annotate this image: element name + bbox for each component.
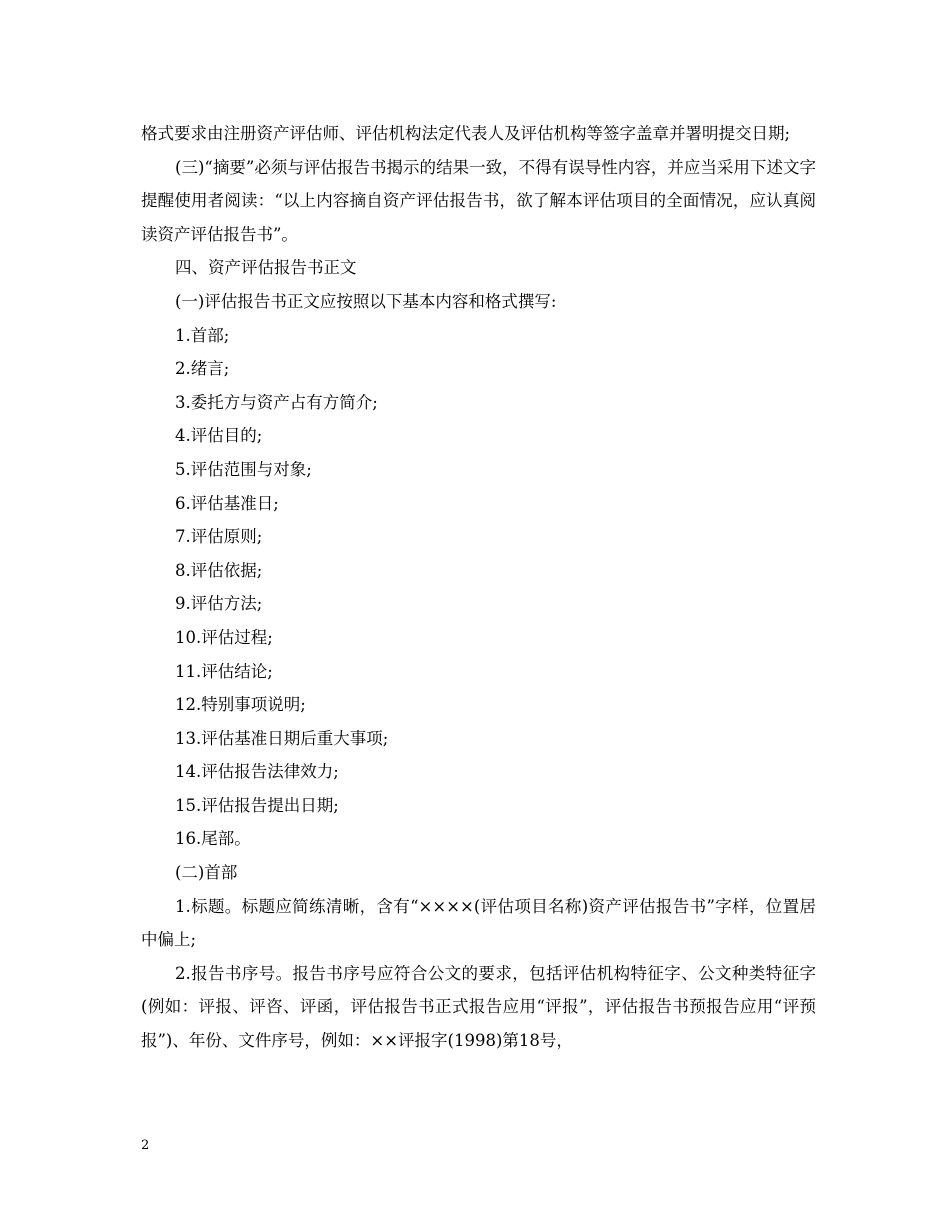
document-body <box>141 117 816 1058</box>
paragraph: (一)评估报告书正文应按照以下基本内容和格式撰写: <box>175 291 557 311</box>
paragraph: 10.评估过程; <box>175 627 273 647</box>
paragraph: 16.尾部。 <box>175 829 251 849</box>
paragraph: 12.特别事项说明; <box>175 695 306 715</box>
paragraph: 8.评估依据; <box>175 560 263 580</box>
paragraph: 4.评估目的; <box>175 426 263 446</box>
paragraph: (二)首部 <box>175 863 238 883</box>
paragraph: 四、资产评估报告书正文 <box>175 258 357 278</box>
page-number: 2 <box>141 1138 150 1153</box>
paragraph: 6.评估基准日; <box>175 493 279 513</box>
paragraph: 1.标题。标题应简练清晰，含有“××××(评估项目名称)资产评估报告书”字样，位置居中偏上; <box>141 896 816 950</box>
paragraph: 7.评估原则; <box>175 527 263 547</box>
paragraph: (三)“摘要”必须与评估报告书揭示的结果一致，不得有误导性内容，并应当采用下述文字提醒使用者阅读：“以上内容摘自资产评估报告书，欲了解本评估项目的全面情况，应认真阅读资产评估报告书”。 <box>141 157 816 244</box>
paragraph: 15.评估报告提出日期; <box>175 795 339 815</box>
paragraph: 5.评估范围与对象; <box>175 459 312 479</box>
paragraph: 格式要求由注册资产评估师、评估机构法定代表人及评估机构等签字盖章并署明提交日期; <box>141 124 791 143</box>
paragraph: 9.评估方法; <box>175 594 263 614</box>
paragraph: 3.委托方与资产占有方简介; <box>175 392 378 412</box>
paragraph: 2.报告书序号。报告书序号应符合公文的要求，包括评估机构特征字、公文种类特征字(例如：评报、评咨、评函，评估报告书正式报告应用“评报”，评估报告书预报告应用“评预报”)、年份、文件序号，例如：××评报字(1998)第18号， <box>141 963 816 1051</box>
paragraph: 14.评估报告法律效力; <box>175 762 339 782</box>
paragraph: 1.首部; <box>175 325 230 345</box>
paragraph: 2.绪言; <box>175 359 230 379</box>
paragraph: 13.评估基准日期后重大事项; <box>175 728 389 748</box>
paragraph: 11.评估结论; <box>175 661 273 681</box>
